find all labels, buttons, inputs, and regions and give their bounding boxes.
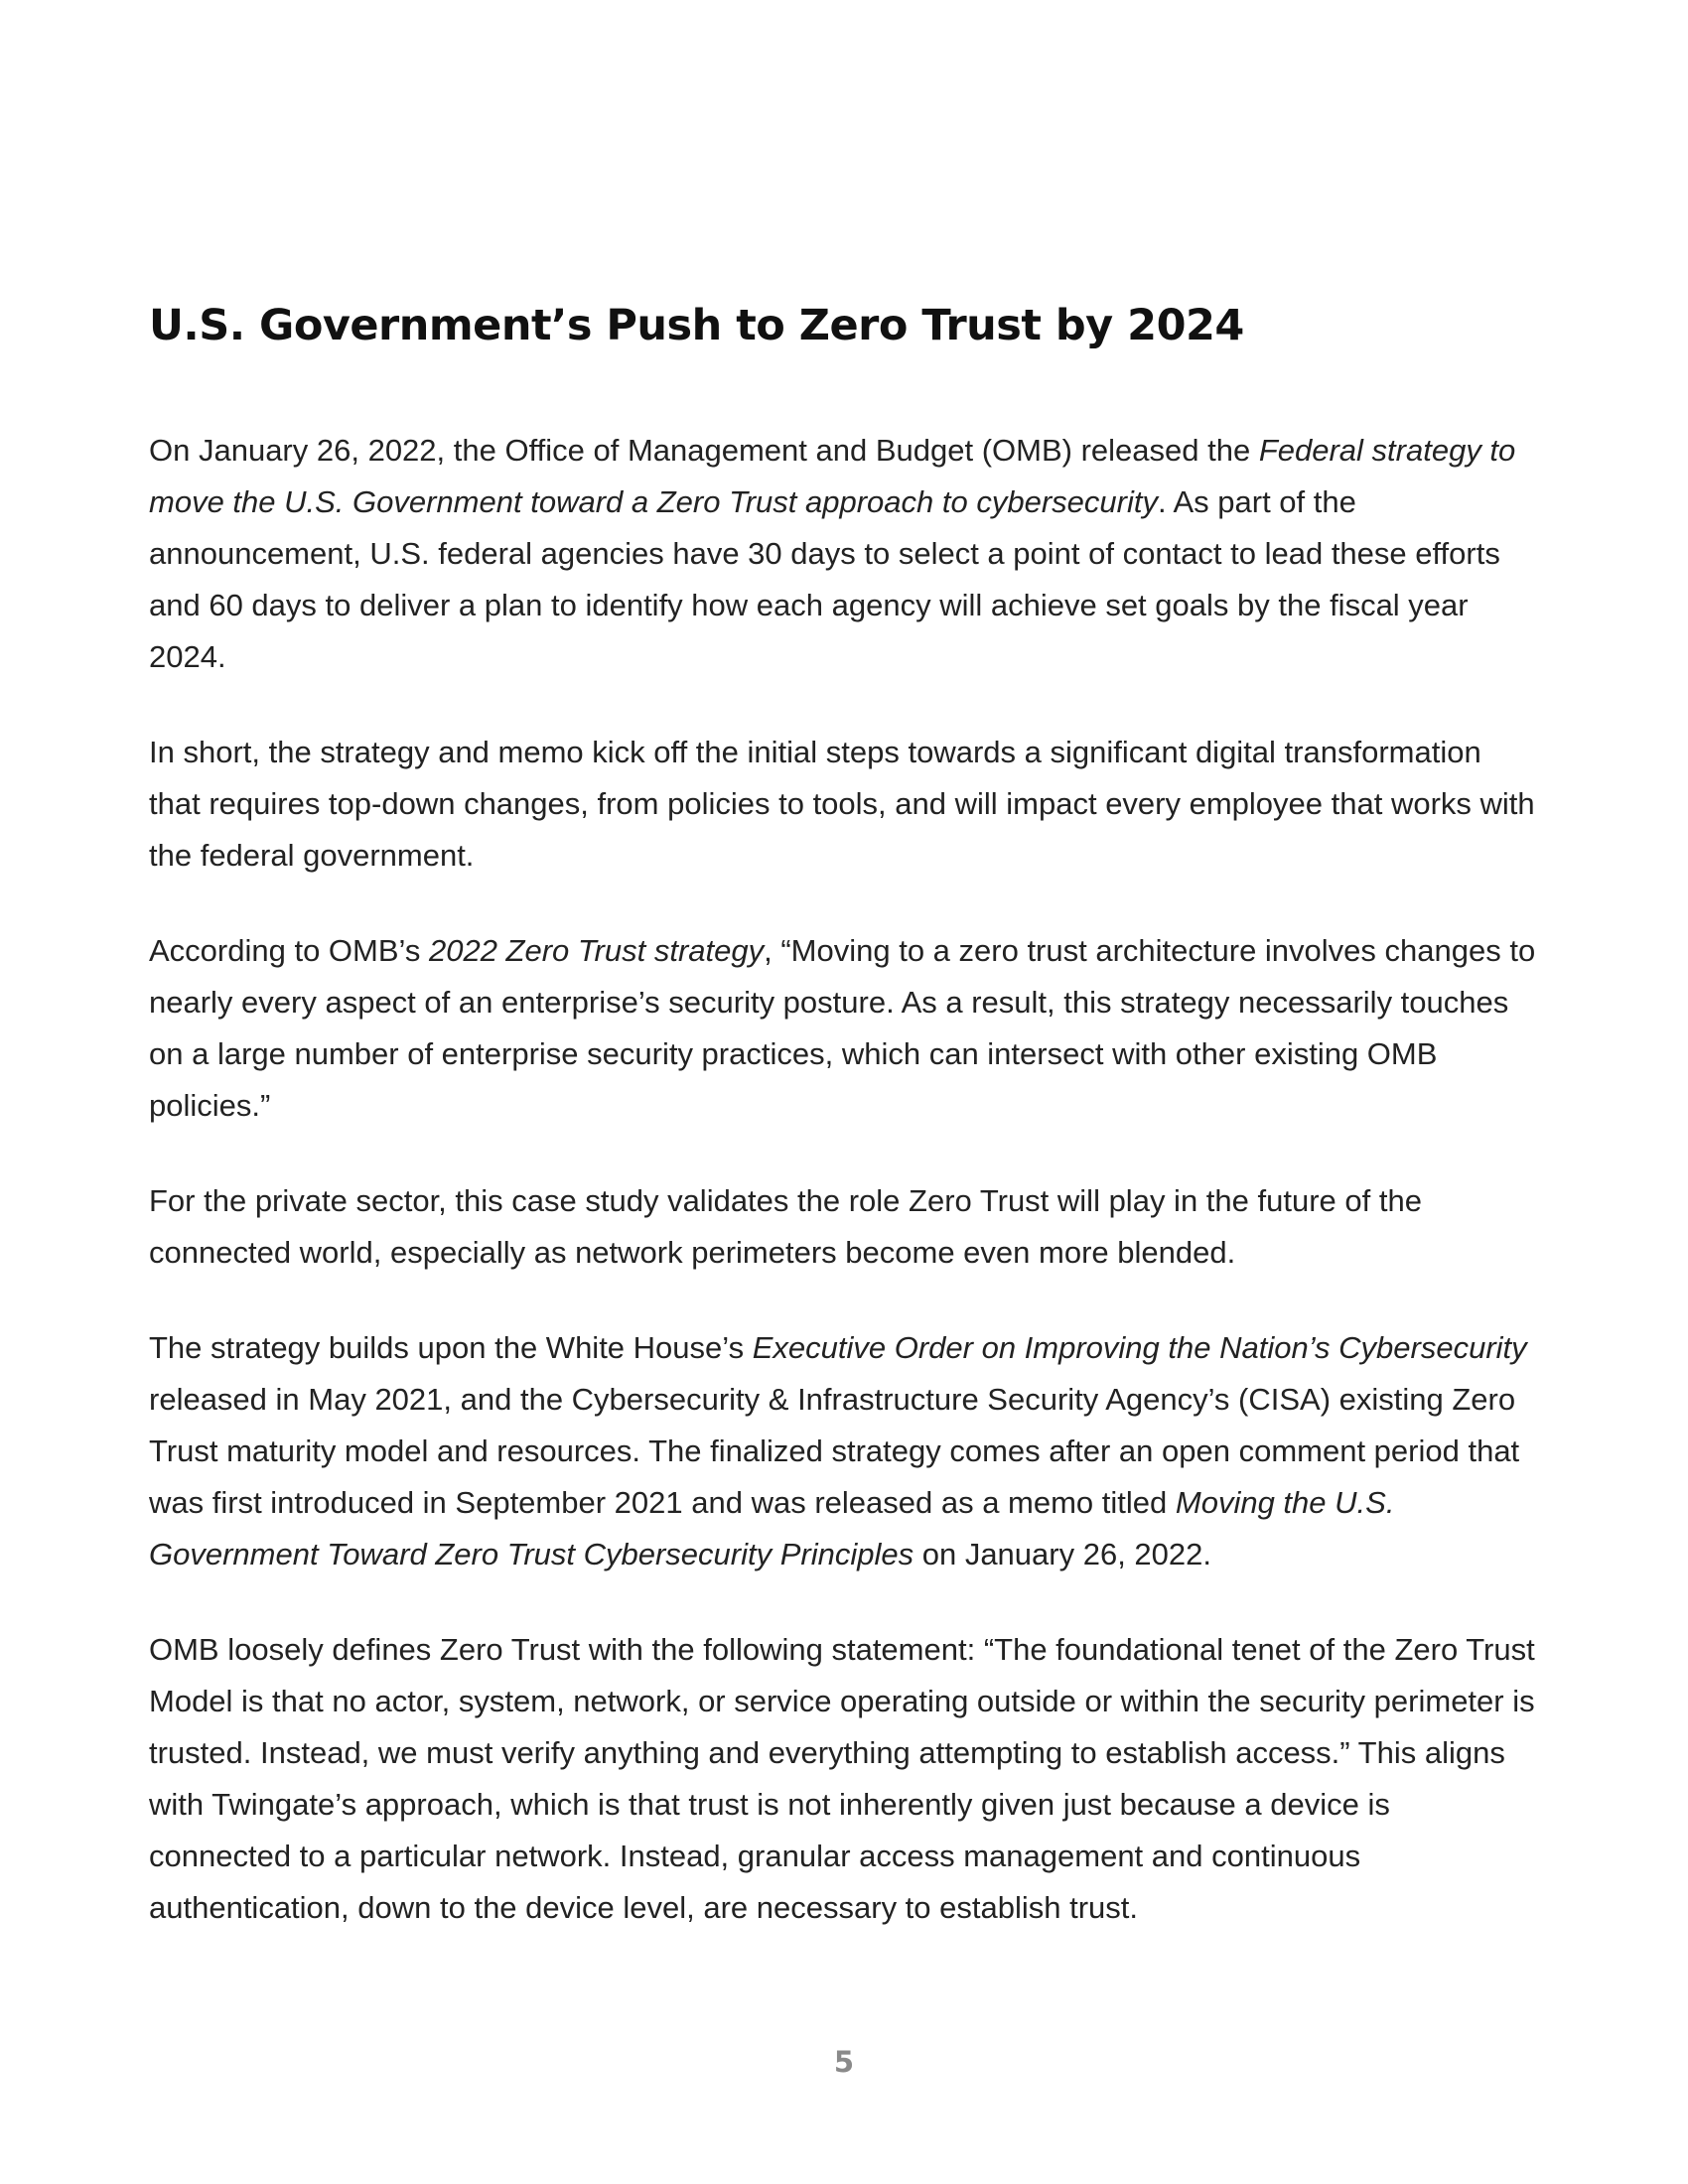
document-page: [149, 298, 1539, 1978]
paragraph-text: According to OMB’s: [149, 933, 429, 968]
paragraph-text: On January 26, 2022, the Office of Management and Budget (OMB) released the: [149, 433, 1259, 468]
strategy-name-italic: 2022 Zero Trust strategy: [428, 933, 765, 968]
paragraph-in-short: In short, the strategy and memo kick off the initial steps towards a significant digital transformation that requires top-down changes, from policies to tools, and will impact every employee that works with the federal government.: [149, 735, 1535, 873]
section-heading: U.S. Government’s Push to Zero Trust by 2024: [149, 301, 1244, 350]
paragraph-private-sector: For the private sector, this case study validates the role Zero Trust will play in the future of the connected world, especially as network perimeters become even more blended.: [149, 1183, 1422, 1270]
page-number: 5: [833, 2045, 855, 2079]
paragraph-text: . As part of the announcement, U.S. federal agencies have 30 days to select a point of contact to lead these efforts and 60 days to deliver a plan to identify how each agency will achieve set goals by the fiscal year 2024.: [149, 484, 1500, 674]
paragraph-text: released in May 2021, and the Cybersecurity & Infrastructure Security Agency’s (CISA) existing Zero Trust maturity model and resources. The finalized strategy comes after an open comment period that was first introduced in September 2021 and was released as a memo titled: [149, 1382, 1520, 1520]
paragraph-text: on January 26, 2022.: [914, 1537, 1211, 1571]
paragraph-omb-release: [149, 425, 1539, 683]
memo-title-italic: Moving the U.S. Government Toward Zero Trust Cybersecurity Principles: [149, 1485, 1395, 1571]
executive-order-title-italic: Executive Order on Improving the Nation’s Cybersecurity: [752, 1330, 1527, 1365]
strategy-title-italic: Federal strategy to move the U.S. Government toward a Zero Trust approach to cybersecurity: [149, 433, 1516, 519]
paragraph-text: The strategy builds upon the White House’s: [149, 1330, 753, 1365]
paragraph-according-to-omb: [149, 925, 1539, 1132]
paragraph-text: , “Moving to a zero trust architecture involves changes to nearly every aspect of an enterprise’s security posture. As a result, this strategy necessarily touches on a large number of enterprise security practices, which can intersect with other existing OMB policies.”: [149, 933, 1536, 1123]
paragraph-strategy-builds: [149, 1322, 1539, 1580]
paragraph-omb-definition: OMB loosely defines Zero Trust with the following statement: “The foundational tenet of the Zero Trust Model is that no actor, system, network, or service operating outside or within the security perimeter is trusted. Instead, we must verify anything and everything attempting to establish access.” This aligns with Twingate’s approach, which is that trust is not inherently given just because a device is connected to a particular network. Instead, granular access management and continuous authentication, down to the device level, are necessary to establish trust.: [149, 1632, 1535, 1925]
